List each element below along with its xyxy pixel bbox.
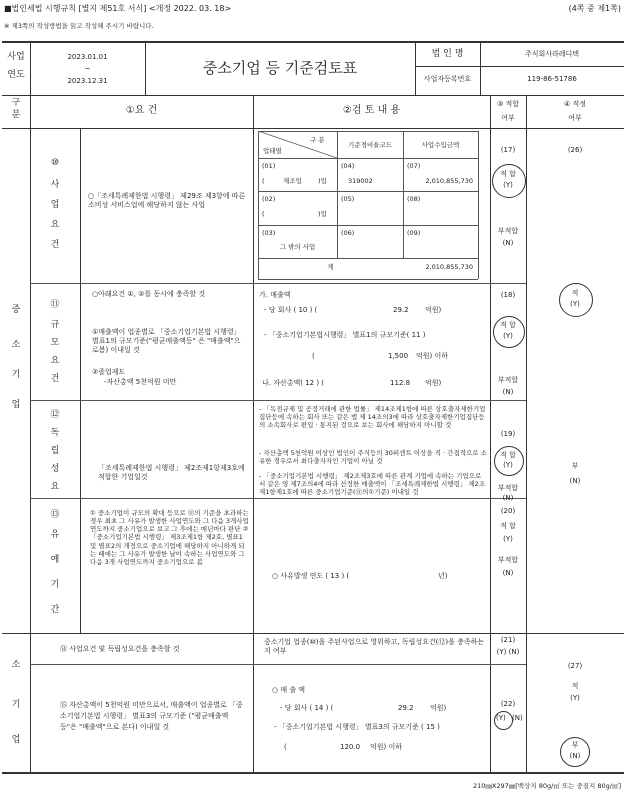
rev-no: (09) — [407, 229, 421, 237]
fit-yes: 적 합 — [500, 451, 516, 459]
rev-this-value: 29.2 — [393, 306, 409, 314]
industry-revenue: 2,010,855,730 — [425, 177, 473, 185]
row3-requirement: 「조세특례제한법 시행령」 제2조제1항제3호에 적합한 기업일것 — [98, 464, 245, 481]
column-header-border — [2, 128, 624, 129]
total-revenue: 2,010,855,730 — [425, 263, 473, 271]
sme-unfit-n: (N) — [569, 477, 581, 485]
rev-no: (07) — [407, 162, 421, 170]
subtable-head-code: 기준경비율코드 — [348, 141, 392, 149]
row3-review-2: - 자산총액 5천억원 이상인 법인이 주식등의 30퍼센트 이상을 직 · 간접적으로 소유한 경우로서 최다출자자인 기업이 아닐 것 — [259, 449, 487, 465]
fit-yn: (Y) (N) — [496, 648, 520, 656]
sme-fit-y: (Y) — [570, 300, 580, 308]
fit-y: (Y) — [503, 332, 513, 340]
corp-name: 주식회사라레디텍 — [524, 50, 580, 58]
row4-label: 간 — [50, 605, 60, 615]
row-no: (02) — [262, 195, 276, 203]
row1-label: 요 — [50, 220, 60, 230]
row6-rev-std-value: 120.0 — [340, 743, 361, 751]
row-divider — [30, 498, 526, 499]
subtable-border — [337, 131, 338, 258]
fit-y: (Y) — [496, 714, 506, 722]
row3-label: 성 — [50, 464, 60, 474]
fit-y: (Y) — [503, 181, 513, 189]
row4-label: 유 — [50, 530, 60, 540]
rev-ga: 가. 매출액 — [259, 291, 291, 299]
row4-label: 예 — [50, 555, 60, 565]
row1-label: 건 — [50, 240, 60, 250]
code-no: (04) — [341, 162, 355, 170]
row2-label: 모 — [50, 338, 60, 348]
fit-no: (18) — [500, 291, 516, 299]
row3-label: ⑫ — [50, 410, 60, 420]
subtable-head-gubun: 구 분 — [310, 136, 325, 144]
subtable-border — [403, 131, 404, 258]
col-header-fit3: ③ 적합 — [496, 100, 520, 108]
fit-no: (22) — [500, 700, 516, 708]
industry-name: 제조업 — [283, 177, 302, 185]
period-tilde: ~ — [84, 65, 91, 73]
fit-y: (Y) — [503, 461, 513, 469]
col-divider — [80, 129, 81, 633]
col-header-fit4b: 여부 — [568, 114, 582, 122]
fit-y: (Y) — [503, 535, 513, 543]
form-title: 중소기업 등 기준검토표 — [202, 59, 358, 77]
row1-label: 사 — [50, 180, 60, 190]
unfit: 부적합 — [497, 484, 519, 492]
col-header-review: ②검 토 내 용 — [342, 105, 401, 116]
unfit: 부적합 — [497, 376, 519, 384]
row3-review-3: - 「중소기업기본법 시행령」 제2조제3호에 따른 관계 기업에 속하는 기업으로서 같은 영 제7조의4에 따라 산정한 매출액이 「조세특례제한법 시행령」 제2조제1항제1호에 따른 중소기업기준(⑪의①기준) 이내일 것 — [259, 472, 486, 496]
industry-suffix: )업 — [318, 210, 327, 218]
sme-label-char: 중 — [11, 305, 21, 315]
rev-this-unit: 억원) — [425, 306, 442, 314]
code-no: (06) — [341, 229, 355, 237]
row-open: ( — [262, 177, 265, 185]
subtable-head-revenue: 사업수입금액 — [421, 141, 460, 149]
page-indicator: (4쪽 중 제1쪽) — [568, 4, 621, 13]
unfit: 부적합 — [497, 556, 519, 564]
row6-rev-std-unit: 억원) 이하 — [370, 743, 403, 751]
asset-label: 나. 자산총액( 12 ) ( — [262, 379, 325, 387]
row2-label: ⑪ — [50, 300, 60, 310]
small-unfit-n: (N) — [569, 752, 581, 760]
fit-n: (N) — [512, 714, 523, 722]
sme-section-border — [2, 633, 624, 634]
row-divider — [30, 400, 526, 401]
rev-std-value: 1,500 — [388, 352, 409, 360]
sme-fit: 적 — [571, 289, 579, 297]
row2-req-3: ②졸업제도 — [92, 368, 126, 376]
row6-rev-this-value: 29.2 — [398, 704, 414, 712]
rev-this-label: - 당 회사 ( 10 ) ( — [264, 306, 318, 314]
sme-overall-no: (26) — [567, 146, 583, 154]
row2-req-1: ○아래요건 ①, ②를 동시에 충족할 것 — [92, 290, 206, 298]
row-no: (01) — [262, 162, 276, 170]
period-end: 2023.12.31 — [67, 77, 108, 85]
fit-no: (17) — [500, 146, 516, 154]
row6-rev-label: ○ 매 출 액 — [272, 686, 306, 694]
col-header-fit3b: 여부 — [501, 114, 515, 122]
row6-requirement: ⑮ 자산총액이 5천억원 미만으로서, 매출액이 업종별로 「중소기업기본법 시행령」 별표3의 규모기준 ("평균매출액등"은 "매출액"으로 본다) 이내일 것 — [60, 701, 243, 732]
small-fit-y: (Y) — [570, 694, 580, 702]
row1-requirement: ○「조세특례제한법 시행령」 제29조 제3항에 따른 소비성 서비스업에 해당하지 않는 사업 — [88, 192, 246, 209]
row-open: ( — [262, 210, 265, 218]
fit-no: (20) — [500, 507, 516, 515]
sme-label-char: 업 — [11, 400, 21, 410]
col-header-requirement: ①요 건 — [125, 105, 158, 116]
fit-yes: 적 합 — [500, 321, 516, 329]
unfit-n: (N) — [502, 239, 514, 247]
table-top-border — [2, 41, 624, 43]
unfit-n: (N) — [502, 388, 514, 396]
row-divider — [30, 283, 526, 284]
row-no: (03) — [262, 229, 276, 237]
row1-label: ⑩ — [50, 158, 60, 168]
business-year-label: 연도 — [7, 70, 25, 80]
subtable-border — [258, 225, 478, 226]
small-fit: 적 — [571, 682, 579, 690]
sme-unfit: 부 — [571, 462, 579, 470]
unfit: 부적합 — [497, 227, 519, 235]
row3-review-1: - 「독점규제 및 공정거래에 관한 법률」 제14조제1항에 따른 상호출자제한기업집단등에 속하는 회사 또는 같은 법 제 14조의3에 따라 상호출자제한기업집단등의 소속회사로 편입 · 통지된 것으로 보는 회사에 해당하지 아니할 것 — [259, 405, 486, 429]
subtable-border — [258, 279, 478, 280]
corp-name-label: 법 인 명 — [431, 49, 464, 59]
small-label-char: 업 — [11, 735, 21, 745]
asset-value: 112.8 — [390, 379, 411, 387]
rev-std-unit: 억원) 이하 — [416, 352, 449, 360]
row4-requirement: ① 중소기업이 규모의 확대 등으로 ⑪의 기준을 초과하는 경우 최초 그 사유가 발생한 사업연도와 그 다음 3개사업연도까지 중소기업으로 보고 그 후에는 매년마다 판단 ② 「중소기업기본법 시행령」 제3조제1항 제2호, 별표1 및 별표2의 개정으로 중소기업에 해당하지 아니하게 되는 때에는 그 사유가 발생한 날이 속하는 사업연도와 그 다음 3개 사업연도까지 중소기업으로 봄 — [90, 509, 249, 566]
asset-unit: 억원) — [425, 379, 442, 387]
row3-label: 립 — [50, 446, 60, 456]
code-no: (05) — [341, 195, 355, 203]
row6-rev-unit: 억원) — [430, 704, 447, 712]
sme-label-char: 기 — [11, 370, 21, 380]
title-divider — [415, 66, 624, 67]
biz-no: 119-86-51786 — [527, 75, 577, 83]
row5-review: 중소기업 업종(⑩)을 주된사업으로 영위하고, 독립성요건(⑫)을 충족하는지 여부 — [264, 638, 485, 655]
row4-review-close: 년) — [438, 572, 448, 580]
table-bottom-border — [2, 772, 624, 774]
row2-req-2: ①매출액이 업종별로 「중소기업기본법 시행령」 별표1의 규모기준("평균매출액등" 은 "매출액"으로봄) 이내일 것 — [92, 328, 241, 354]
total-label: 계 — [327, 263, 334, 271]
fit-no: (19) — [500, 430, 516, 438]
rev-std-label: - 「중소기업기본법시행령」 별표1의 규모기준( 11 ) — [264, 331, 426, 339]
row3-label: 독 — [50, 428, 60, 438]
unfit-n: (N) — [502, 494, 514, 502]
sme-label-char: 소 — [11, 340, 21, 350]
business-year-label: 사업 — [7, 52, 25, 62]
col-header-gubun: 구 분 — [11, 98, 21, 120]
industry-code: 319002 — [348, 177, 373, 185]
row6-rev-std: - 「중소기업기본법 시행령」 별표3의 규모기준 ( 15 ) — [274, 723, 440, 731]
instruction-note: ※ 제3쪽의 작성방법을 읽고 작성해 주시기 바랍니다. — [4, 22, 154, 30]
fit-yes: 적 합 — [500, 522, 516, 530]
rev-no: (08) — [407, 195, 421, 203]
small-label-char: 소 — [11, 660, 21, 670]
paper-spec: 210㎜X297㎜[백상지 80g/㎡ 또는 중질지 80g/㎡] — [472, 782, 621, 790]
row-divider — [30, 664, 526, 665]
row1-label: 업 — [50, 200, 60, 210]
subtable-border — [258, 258, 478, 259]
row4-review: ○ 사유발생 연도 ( 13 ) ( — [272, 572, 350, 580]
subtable-border — [258, 158, 478, 159]
industry-suffix: )업 — [318, 177, 327, 185]
biz-no-label: 사업자등록번호 — [423, 75, 472, 83]
title-bottom-border — [2, 95, 624, 96]
other-business: 그 밖의 사업 — [279, 243, 316, 251]
row2-req-4: -자산총액 5천억원 미만 — [104, 378, 177, 386]
fit-no: (21) — [500, 636, 516, 644]
subtable-head-industry: 업태별 — [263, 147, 282, 155]
row2-label: 요 — [50, 356, 60, 366]
row4-label: ⑬ — [50, 510, 60, 520]
fit-yes: 적 합 — [500, 170, 516, 178]
row2-label: 규 — [50, 320, 60, 330]
subtable-border — [258, 191, 478, 192]
small-label-char: 기 — [11, 700, 21, 710]
col-divider — [253, 96, 254, 772]
period-start: 2023.01.01 — [67, 53, 108, 61]
row6-rev-this: - 당 회사 ( 14 ) ( — [280, 704, 334, 712]
subtable-border — [478, 131, 479, 279]
small-overall-no: (27) — [567, 662, 583, 670]
row3-label: 요 — [50, 482, 60, 492]
row4-label: 기 — [50, 580, 60, 590]
row6-rev-std-open: ( — [284, 743, 287, 751]
form-reference: ■법인세법 시행규칙 [별지 제51호 서식] <개정 2022. 03. 18> — [4, 4, 232, 13]
row2-label: 건 — [50, 374, 60, 384]
col-header-fit4: ④ 적정 — [563, 100, 587, 108]
rev-std-open: ( — [312, 352, 315, 360]
small-unfit: 부 — [571, 741, 579, 749]
unfit-n: (N) — [502, 569, 514, 577]
row5-requirement: ⑭ 사업요건 및 독립성요건을 충족할 것 — [60, 645, 180, 653]
